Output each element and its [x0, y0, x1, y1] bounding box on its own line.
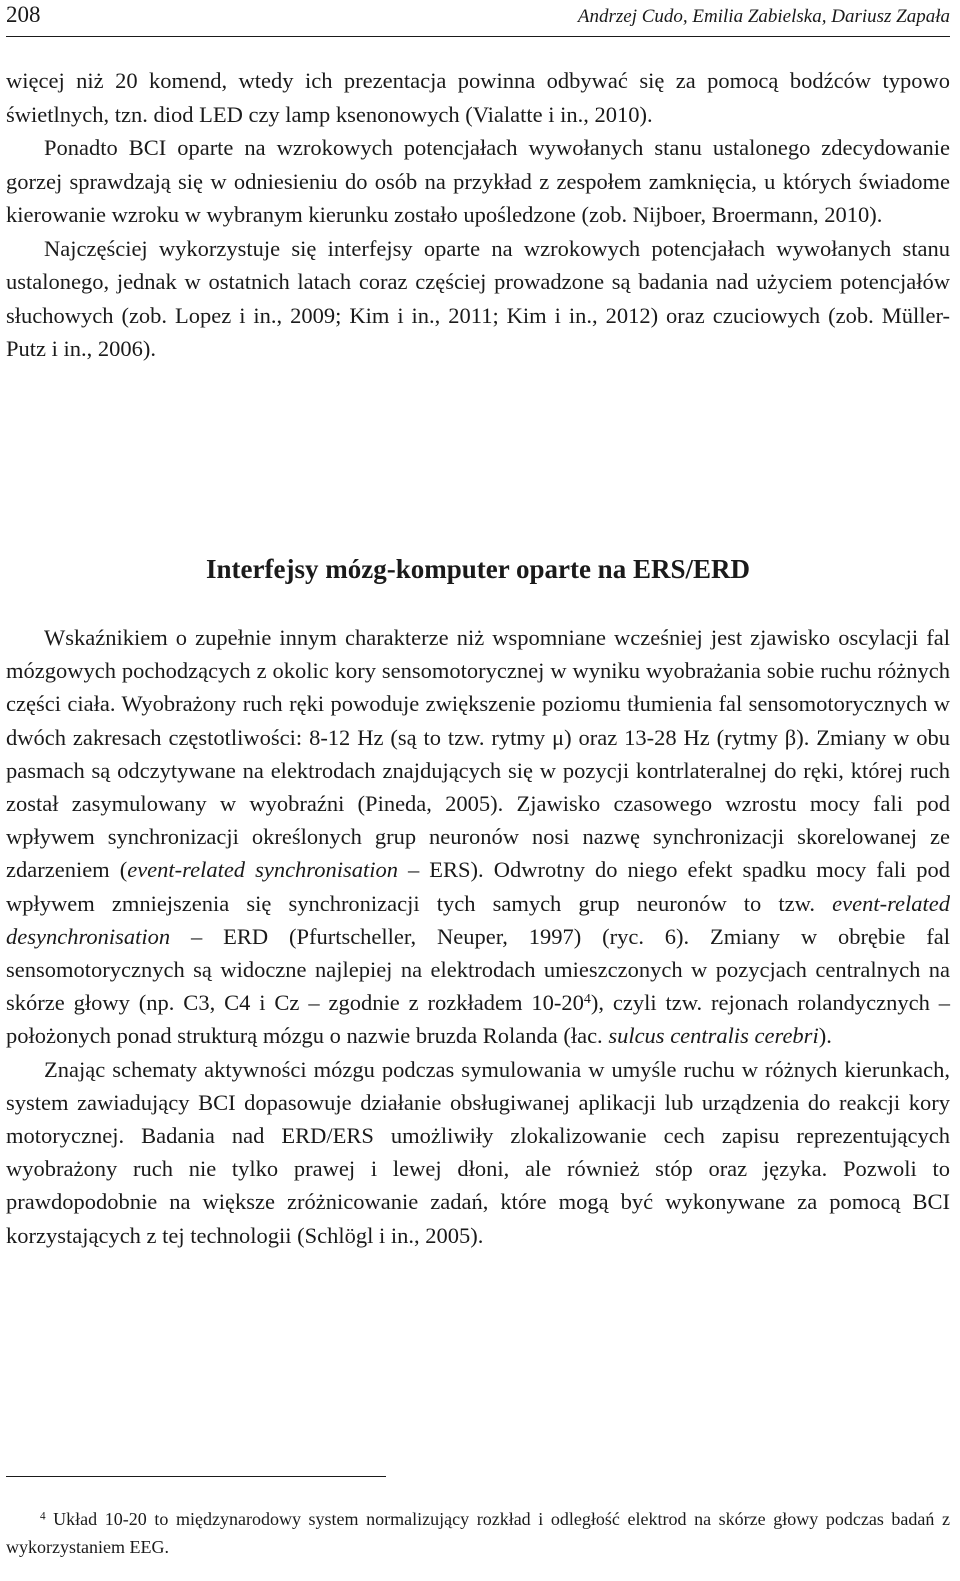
running-header	[6, 0, 950, 37]
paragraph: Ponadto BCI oparte na wzrokowych potencjałach wywołanych stanu ustalonego zdecydowanie gorzej sprawdzają się w odniesieniu do osób na przykład z zespołem zamknięcia, u których świadome kierowanie wzroku w wybranym kierunku zostało upośledzone (zob. Nijboer, Broermann, 2010).	[6, 135, 950, 227]
paragraph-continued: więcej niż 20 komend, wtedy ich prezentacja powinna odbywać się za pomocą bodźców typowo świetlnych, tzn. diod LED czy lamp ksenonowych (Vialatte i in., 2010).	[6, 68, 950, 127]
footnote-divider	[6, 1476, 386, 1477]
paragraph: Najczęściej wykorzystuje się interfejsy oparte na wzrokowych potencjałach wywołanych stanu ustalonego, jednak w ostatnich latach coraz częściej prowadzone są badania nad użyciem potencjałów słuchowych (zob. Lopez i in., 2009; Kim i in., 2011; Kim i in., 2012) oraz czuciowych (zob. Müller-Putz i in., 2006).	[6, 235, 950, 361]
page-number: 208	[6, 2, 41, 27]
english-term: event-related synchronisation	[127, 857, 398, 883]
section-body	[6, 621, 950, 1252]
paragraph	[6, 621, 950, 1053]
intro-text	[6, 64, 950, 366]
footnote-marker: 4	[40, 1510, 46, 1523]
latin-term: sulcus centralis cerebri	[608, 1023, 819, 1049]
footnote	[6, 1505, 950, 1561]
paragraph-text: – ERD (Pfurtscheller, Neuper, 1997) (ryc. 6). Zmiany w obrębie fal sensomotorycznych są widoczne najlepiej na elektrodach umieszczonych w pozycjach centralnych na skórze głowy (np. C3, C4 i Cz – zgodnie z rozkładem 10-20	[6, 923, 950, 1016]
footnote-reference[interactable]: 4	[583, 992, 591, 1008]
running-header-authors: Andrzej Cudo, Emilia Zabielska, Dariusz Zapała	[577, 6, 950, 27]
footnote-text: Układ 10-20 to międzynarodowy system normalizujący rozkład i odległość elektrod na skórze głowy podczas badań z wykorzystaniem EEG.	[6, 1509, 950, 1557]
section-heading: Interfejsy mózg-komputer oparte na ERS/ERD	[206, 554, 750, 584]
document-page	[6, 0, 950, 1581]
english-term: event-related desynchronisation	[6, 890, 950, 949]
paragraph-text: – ERS). Odwrotny do niego efekt spadku mocy fali pod wpływem zmniejszenia się synchronizacji tych samych grup neuronów to tzw.	[6, 857, 951, 916]
paragraph-text: Wskaźnikiem o zupełnie innym charakterze niż wspomniane wcześniej jest zjawisko oscylacji fal mózgowych pochodzących z okolic kory sensomotorycznej w wyniku wyobrażania sobie ruchu różnych części ciała. Wyobrażony ruch ręki powoduje zwiększenie poziomu tłumienia fal sensomotorycznych w dwóch zakresach częstotliwości: 8-12 Hz (są to tzw. rytmy μ) oraz 13-28 Hz (rytmy β). Zmiany w obu pasmach są odczytywane na elektrodach znajdujących się w pozycji kontrlateralnej do ręki, której ruch został zasymulowany w wyobraźni (Pineda, 2005). Zjawisko czasowego wzrostu mocy fali pod wpływem synchronizacji określonych grup neuronów nosi nazwę synchronizacji skorelowanej ze zdarzeniem (	[6, 625, 950, 883]
paragraph-text: ).	[818, 1023, 832, 1049]
paragraph-text: ), czyli tzw. rejonach rolandycznych – położonych ponad strukturą mózgu o nazwie bruzda Rolanda (łac.	[6, 990, 950, 1049]
paragraph: Znając schematy aktywności mózgu podczas symulowania w umyśle ruchu w różnych kierunkach, system zawiadujący BCI dopasowuje działanie obsługiwanej aplikacji lub urządzenia do reakcji kory motorycznej. Badania nad ERD/ERS umożliwiły zlokalizowanie cech zapisu reprezentujących wyobrażony ruch nie tylko prawej i lewej dłoni, ale również stóp oraz języka. Pozwoli to prawdopodobnie na większe zróżnicowanie zadań, które mogą być wykonywane za pomocą BCI korzystających z tej technologii (Schlögl i in., 2005).	[6, 1056, 950, 1248]
